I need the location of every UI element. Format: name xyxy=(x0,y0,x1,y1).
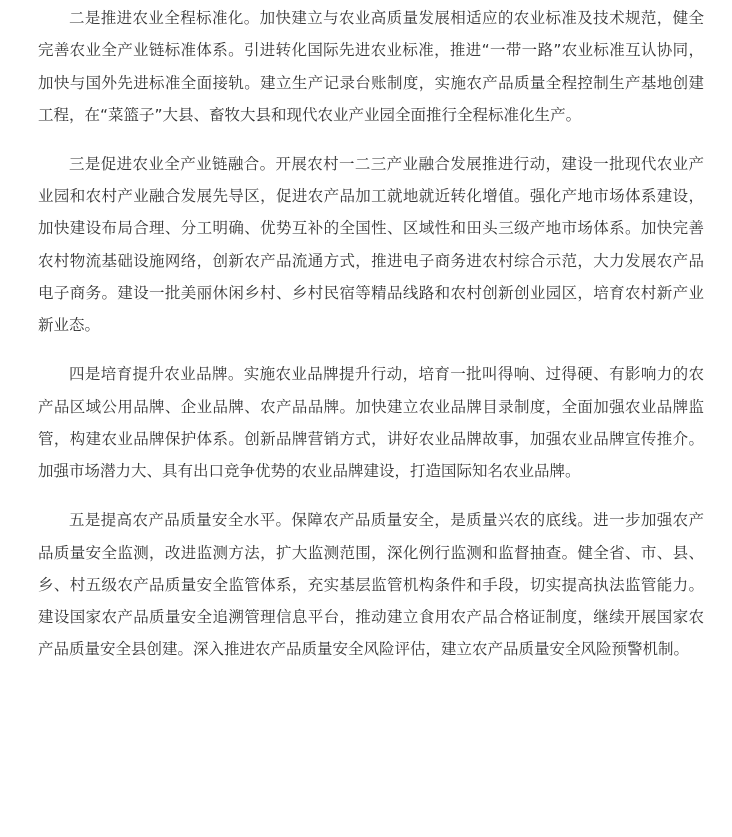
document-body xyxy=(38,0,704,666)
paragraph-agricultural-brand: 四是培育提升农业品牌。实施农业品牌提升行动，培育一批叫得响、过得硬、有影响力的农产品区域公用品牌、企业品牌、农产品品牌。加快建立农业品牌目录制度，全面加强农业品牌监管，构建农业品牌保护体系。创新品牌营销方式，讲好农业品牌故事，加强农业品牌宣传推介。加强市场潜力大、具有出口竞争优势的农业品牌建设，打造国际知名农业品牌。 xyxy=(38,365,704,481)
paragraph-industry-chain-integration: 三是促进农业全产业链融合。开展农村一二三产业融合发展推进行动，建设一批现代农业产业园和农村产业融合发展先导区，促进农产品加工就地就近转化增值。强化产地市场体系建设，加快建设布局合理、分工明确、优势互补的全国性、区域性和田头三级产地市场体系。加快完善农村物流基础设施网络，创新农产品流通方式，推进电子商务进农村综合示范，大力发展农产品电子商务。建设一批美丽休闲乡村、乡村民宿等精品线路和农村创新创业园区，培育农村新产业新业态。 xyxy=(38,154,704,335)
paragraph-quality-safety: 五是提高农产品质量安全水平。保障农产品质量安全，是质量兴农的底线。进一步加强农产品质量安全监测，改进监测方法，扩大监测范围，深化例行监测和监督抽查。健全省、市、县、乡、村五级农产品质量安全监管体系，充实基层监管机构条件和手段，切实提高执法监管能力。建设国家农产品质量安全追溯管理信息平台，推动建立食用农产品合格证制度，继续开展国家农产品质量安全县创建。深入推进农产品质量安全风险评估，建立农产品质量安全风险预警机制。 xyxy=(38,511,704,659)
paragraph-standardization: 二是推进农业全程标准化。加快建立与农业高质量发展相适应的农业标准及技术规范，健全完善农业全产业链标准体系。引进转化国际先进农业标准，推进“一带一路”农业标准互认协同，加快与国外先进标准全面接轨。建立生产记录台账制度，实施农产品质量全程控制生产基地创建工程，在“菜篮子”大县、畜牧大县和现代农业产业园全面推行全程标准化生产。 xyxy=(38,9,704,124)
